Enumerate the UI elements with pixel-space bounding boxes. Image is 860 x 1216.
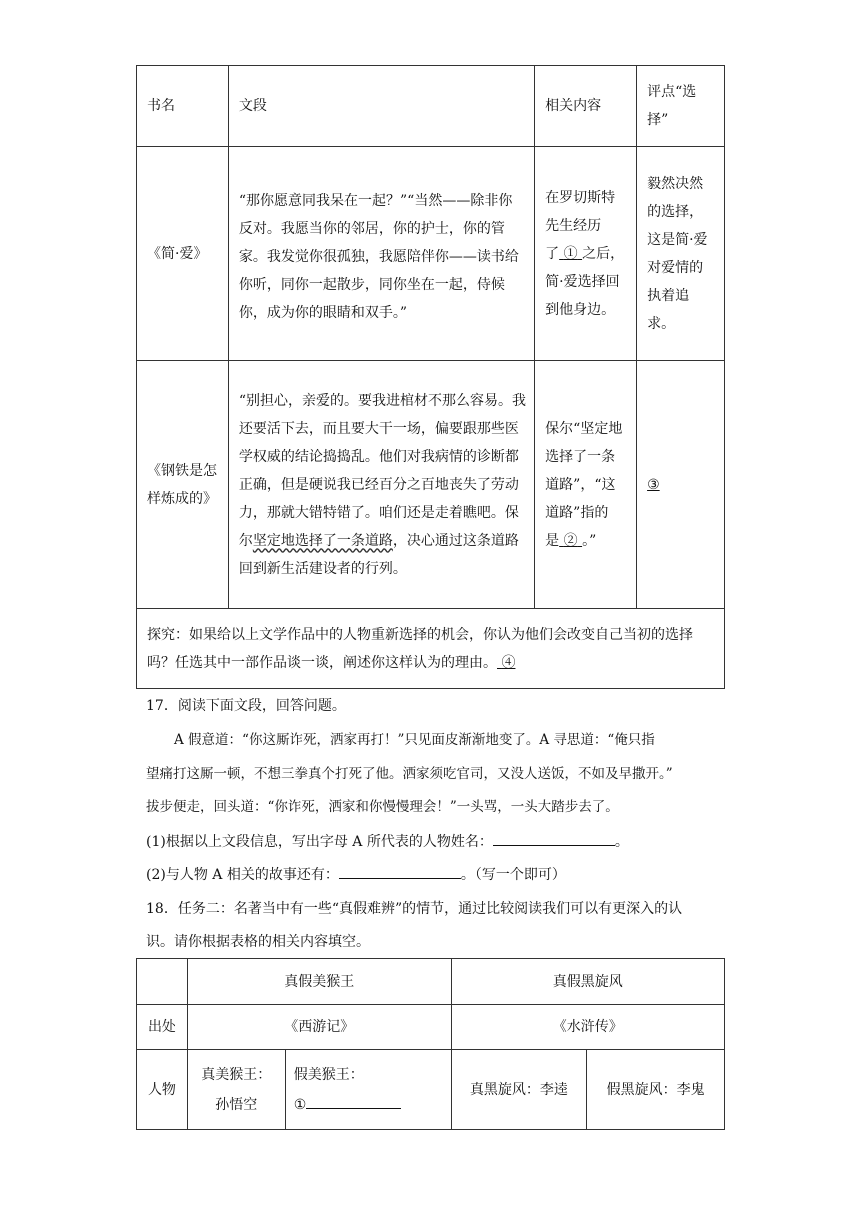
answer-blank-name[interactable]	[493, 831, 615, 846]
related-content: 在罗切斯特先生经历了 ① 之后，简·爱选择回到他身边。	[535, 147, 637, 361]
header-related: 相关内容	[535, 66, 637, 147]
fake-whirlwind: 假黑旋风：李鬼	[587, 1050, 725, 1130]
row-label-source: 出处	[137, 1005, 188, 1050]
q17-passage-line2: 望痛打这厮一顿，不想三拳真个打死了他。洒家须吃官司，又没人送饭，不如及早撒开。”	[146, 766, 673, 782]
passage-text: “那你愿意同我呆在一起？”“当然——除非你反对。我愿当你的邻居，你的护士，你的管家。我发觉你很孤独，我愿陪伴你——读书给你听，同你一起散步，同你坐在一起，侍候你，成为你的眼睛和双手。”	[228, 147, 534, 361]
blank-2[interactable]: ②	[563, 532, 578, 549]
answer-blank-fake-monkey[interactable]	[306, 1094, 401, 1109]
header-book: 书名	[137, 66, 229, 147]
blank-1[interactable]: ①	[563, 245, 578, 262]
real-whirlwind: 真黑旋风：李逵	[451, 1050, 587, 1130]
inquiry-text: 探究：如果给以上文学作品中的人物重新选择的机会，你认为他们会改变自己当初的选择吗？任选其中一部作品谈一谈，阐述你这样认为的理由。 ④	[137, 609, 725, 689]
header-whirlwind: 真假黑旋风	[451, 959, 724, 1005]
q17-passage-line3: 拔步便走，回头道：“你诈死，洒家和你慢慢理会！”一头骂，一头大踏步去了。	[146, 799, 619, 815]
wavy-underlined-phrase: 坚定地选择了一条道路	[252, 532, 393, 549]
header-comment: 评点“选择”	[637, 66, 725, 147]
passage-text: “别担心，亲爱的。要我进棺材不那么容易。我还要活下去，而且要大干一场，偏要跟那些医学权威的结论捣捣乱。他们对我病情的诊断都正确，但是硬说我已经百分之百地丧失了劳动力，那就大错特错了。咱们还是走着瞧吧。保尔坚定地选择了一条道路，决心通过这条道路回到新生活建设者的行列。	[228, 361, 534, 609]
table-row-steel	[137, 361, 725, 609]
source-whirlwind: 《水浒传》	[451, 1005, 724, 1050]
blank-4[interactable]: ④	[501, 654, 516, 671]
person-row	[137, 1050, 725, 1130]
book-name: 《简·爱》	[137, 147, 229, 361]
q18-line2: 识。请你根据表格的相关内容填空。	[146, 934, 370, 950]
blank-3[interactable]: ③	[647, 476, 660, 493]
header-monkey: 真假美猴王	[187, 959, 451, 1005]
table-header-row	[137, 959, 725, 1005]
inquiry-row	[137, 609, 725, 689]
comparison-table	[136, 958, 725, 1130]
real-monkey-cell: 真美猴王： 孙悟空	[187, 1050, 285, 1130]
q17-title: 17．阅读下面文段，回答问题。	[146, 698, 346, 714]
source-row	[137, 1005, 725, 1050]
book-name: 《钢铁是怎样炼成的》	[137, 361, 229, 609]
row-label-person: 人物	[137, 1050, 188, 1130]
q18-line1: 18．任务二：名著当中有一些“真假难辨”的情节，通过比较阅读我们可以有更深入的认	[146, 901, 683, 917]
table-row-jane-eyre	[137, 147, 725, 361]
reading-table	[136, 65, 725, 689]
related-content: 保尔“坚定地选择了一条道路”，“这道路”指的是 ② 。”	[535, 361, 637, 609]
q17-passage-line1: A 假意道：“你这厮诈死，洒家再打！”只见面皮渐渐地变了。A 寻思道：“俺只指	[174, 732, 655, 748]
q17-sub2: (2)与人物 A 相关的故事还有： 。（写一个即可）	[146, 864, 566, 885]
comment-text: 毅然决然的选择，这是简·爱对爱情的执着追求。	[637, 147, 725, 361]
q17-sub1: (1)根据以上文段信息，写出字母 A 所代表的人物姓名： 。	[146, 831, 629, 852]
header-passage: 文段	[228, 66, 534, 147]
table-header-row	[137, 66, 725, 147]
fake-monkey-cell: 假美猴王： ①	[285, 1050, 451, 1130]
answer-blank-story[interactable]	[339, 864, 461, 879]
source-monkey: 《西游记》	[187, 1005, 451, 1050]
